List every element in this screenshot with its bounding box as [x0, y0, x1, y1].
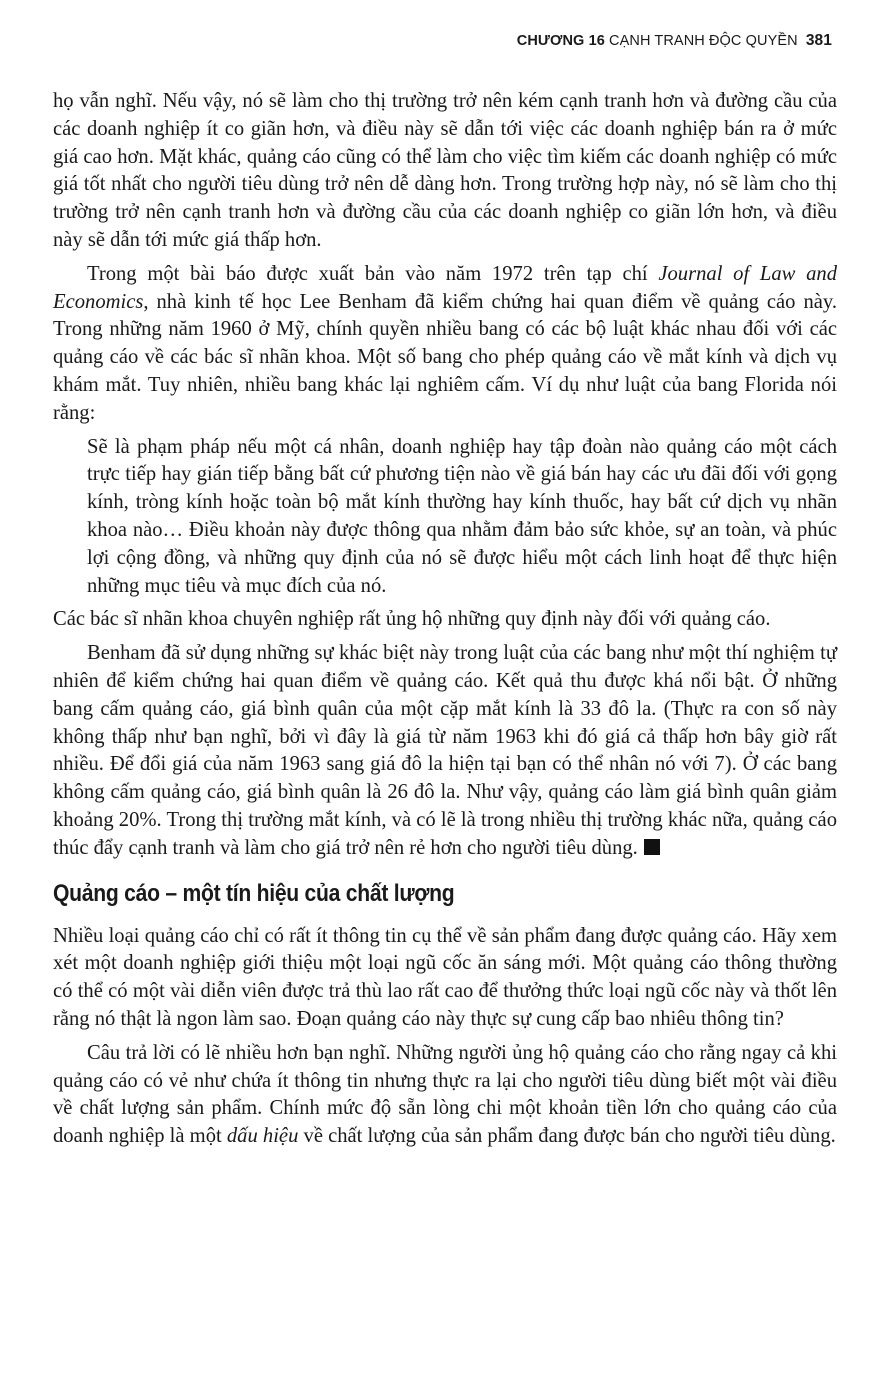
- chapter-number: CHƯƠNG 16: [516, 33, 605, 49]
- paragraph-optometrists: Các bác sĩ nhãn khoa chuyên nghiệp rất ủng hộ những quy định này đối với quảng cáo.: [53, 608, 771, 631]
- paragraph-continuation: họ vẫn nghĩ. Nếu vậy, nó sẽ làm cho thị trường trở nên kém cạnh tranh hơn và đường cầu của các doanh nghiệp ít co giãn hơn, và điều này sẽ dẫn tới việc các doanh nghiệp bán ra ở mức giá cao hơn. Mặt khác, quảng cáo cũng có thể làm cho việc tìm kiếm các doanh nghiệp có mức giá tốt nhất cho người tiêu dùng trở nên dễ dàng hơn. Trong trường hợp này, nó sẽ làm cho thị trường trở nên cạnh tranh hơn và đường cầu của các doanh nghiệp co giãn lớn hơn, và điều này sẽ dẫn tới mức giá thấp hơn.: [53, 90, 837, 251]
- florida-law-quote: Sẽ là phạm pháp nếu một cá nhân, doanh nghiệp hay tập đoàn nào quảng cáo một cách trực tiếp hay gián tiếp bằng bất cứ phương tiện nào về giá bán hay các ưu đãi đối với gọng kính, tròng kính hoặc toàn bộ mắt kính thường hay kính thuốc, hay bất cứ dịch vụ nhãn khoa nào… Điều khoản này được thông qua nhằm đảm bảo sức khỏe, sự an toàn, và phúc lợi cộng đồng, và những quy định của nó sẽ được hiểu một cách linh hoạt để thực hiện những mục tiêu và mục đích của nó.: [87, 435, 837, 597]
- text-span: Trong một bài báo được xuất bản vào năm 1972 trên tạp chí: [87, 262, 659, 285]
- journal-title: Journal of Law and Economics: [53, 262, 837, 313]
- emphasis-signal: dấu hiệu: [226, 1125, 299, 1148]
- page-body: [53, 88, 837, 1157]
- text-span: về chất lượng của sản phẩm đang được bán cho người tiêu dùng.: [298, 1125, 836, 1148]
- text-span: , nhà kinh tế học Lee Benham đã kiểm chứng hai quan điểm về quảng cáo này. Trong những năm 1960 ở Mỹ, chính quyền nhiều bang có các bộ luật khác nhau đối với các quảng cáo về các bác sĩ nhãn khoa. Một số bang cho phép quảng cáo về mắt kính và dịch vụ khám mắt. Tuy nhiên, nhiều bang khác lại nghiêm cấm. Ví dụ như luật của bang Florida nói rằng:: [53, 290, 837, 424]
- paragraph-benham-study: [53, 261, 837, 428]
- paragraph-benham-results: [53, 640, 837, 862]
- end-of-case-mark: [644, 839, 660, 855]
- paragraph-cereal-ad: Nhiều loại quảng cáo chỉ có rất ít thông tin cụ thể về sản phẩm đang được quảng cáo. Hãy xem xét một doanh nghiệp giới thiệu một loại ngũ cốc ăn sáng mới. Một quảng cáo thông thường có thể có một vài diễn viên được trả thù lao rất cao để thưởng thức loại ngũ cốc này và thốt lên rằng nó thật là ngon làm sao. Đoạn quảng cáo này thực sự cung cấp bao nhiêu thông tin?: [53, 924, 837, 1030]
- page-number: 381: [805, 32, 832, 49]
- paragraph-quality-signal: [53, 1040, 837, 1151]
- text-span: Câu trả lời có lẽ nhiều hơn bạn nghĩ. Những người ủng hộ quảng cáo cho rằng ngay cả khi quảng cáo có vẻ như chứa ít thông tin nhưng thực ra lại cho người tiêu dùng biết một vài điều về chất lượng sản phẩm. Chính mức độ sẵn lòng chi một khoản tiền lớn cho quảng cáo của doanh nghiệp là một: [53, 1041, 837, 1148]
- section-heading: Quảng cáo – một tín hiệu của chất lượng: [53, 879, 455, 907]
- running-head: [517, 32, 832, 50]
- chapter-title: CẠNH TRANH ĐỘC QUYỀN: [609, 33, 798, 49]
- text-span: Benham đã sử dụng những sự khác biệt này trong luật của các bang như một thí nghiệm tự nhiên để kiểm chứng hai quan điểm về quảng cáo. Kết quả thu được khá nổi bật. Ở những bang cấm quảng cáo, giá bình quân của một cặp mắt kính là 33 đô la. (Thực ra con số này không thấp như bạn nghĩ, bởi vì đây là giá từ năm 1963 khi đó giá cả thấp hơn bây giờ rất nhiều. Để đổi giá của năm 1963 sang giá đô la hiện tại bạn có thể nhân nó với 7). Ở các bang không cấm quảng cáo, giá bình quân là 26 đô la. Như vậy, quảng cáo làm giá bình quân giảm khoảng 20%. Trong thị trường mắt kính, và có lẽ là trong nhiều thị trường khác nữa, quảng cáo thúc đẩy cạnh tranh và làm cho giá trở nên rẻ hơn cho người tiêu dùng.: [53, 642, 837, 859]
